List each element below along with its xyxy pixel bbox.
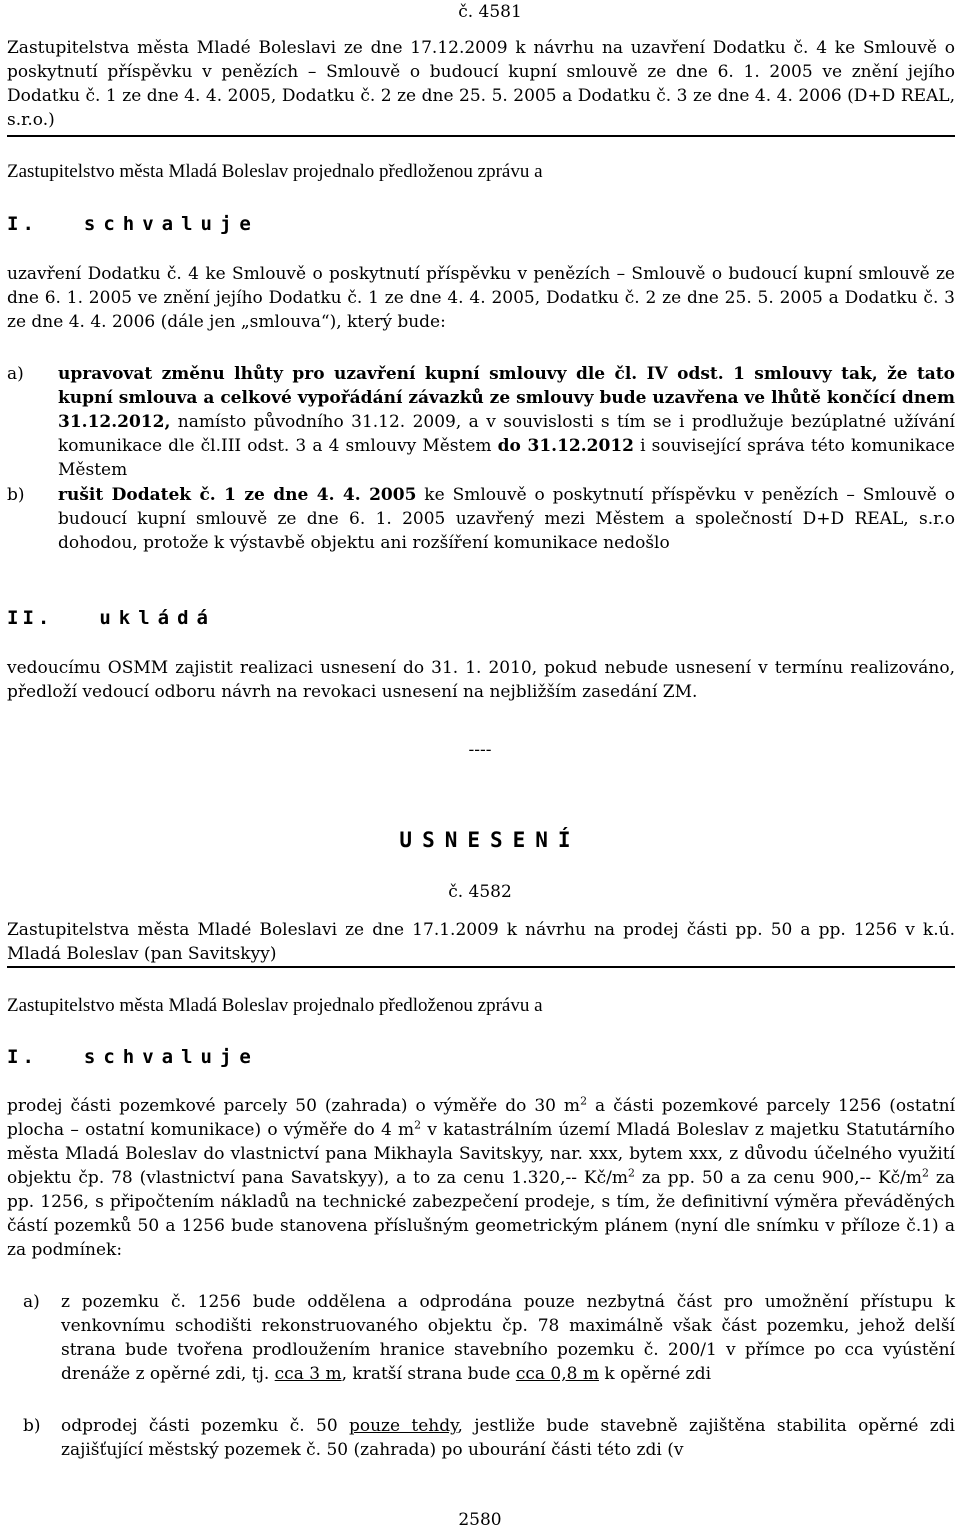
condition-a bbox=[7, 1290, 955, 1386]
section-number: II. bbox=[7, 607, 54, 629]
item-label: b) bbox=[7, 485, 25, 505]
underlined-text: pouze tehdy bbox=[348, 1416, 458, 1436]
sale-body bbox=[7, 1094, 955, 1262]
subject-underline bbox=[7, 135, 955, 137]
section-number: I. bbox=[7, 213, 38, 235]
sale-text-3: v katastrálním území Mladá Boleslav z majetku Statutárního města Mladá Boleslav do vlastnictví pana Mikhayla Savitskyy, nar. xxx, bytem xxx, z důvodu účelného využití objektu čp. 78 (vlastnictví pana Savatskyy), a to za cenu 1.320,-- Kč/m bbox=[7, 1120, 955, 1188]
sale-text-1: prodej části pozemkové parcely 50 (zahrada) o výměře do 30 m bbox=[7, 1096, 581, 1116]
item-label: a) bbox=[23, 1292, 40, 1312]
sale-text-5: za pp. 1256, s připočtením nákladů na technické zabezpečení prodeje, s tím, že definitivní výměra převáděných částí pozemků 50 a 1256 bude stanovena příslušným geometrickým plánem (nyní dle snímku v příloze č.1) a za podmínek: bbox=[7, 1168, 955, 1260]
superscript: 2 bbox=[580, 1094, 588, 1108]
council-intro: Zastupitelstvo města Mladá Boleslav projednalo předloženou zprávu a bbox=[7, 161, 543, 182]
resolution-number: č. 4581 bbox=[458, 2, 522, 22]
item-bold-text: upravovat změnu lhůty pro uzavření kupní smlouvy dle čl. IV odst. 1 smlouvy tak, že tato kupní smlouva a celkové vypořádání závazků ze smlouvy bude uzavřena ve lhůtě končící dnem 31.12.2012, bbox=[58, 364, 955, 432]
condition-b bbox=[7, 483, 955, 555]
sale-text-2: a části pozemkové parcely 1256 (ostatní plocha – ostatní komunikace) o výměře do 4 m bbox=[7, 1096, 956, 1140]
section-heading-approves bbox=[7, 212, 259, 236]
resolution-title: USNESENÍ bbox=[399, 828, 581, 852]
superscript: 2 bbox=[414, 1118, 422, 1132]
underlined-text: cca 0,8 m bbox=[515, 1364, 599, 1384]
condition-a bbox=[7, 362, 955, 482]
item-text: , jestliže bude stavebně zajištěna stabilita opěrné zdi zajišťující městský pozemek č. 50 (zahrada) po ubourání části této zdi (v bbox=[61, 1416, 955, 1460]
resolution-subject: Zastupitelstva města Mladé Boleslavi ze dne 17.12.2009 k návrhu na uzavření Dodatku č. 4 ke Smlouvě o poskytnutí příspěvku v penězích – Smlouvě o budoucí kupní smlouvě ze dne 6. 1. 2005 ve znění jejího Dodatku č. 1 ze dne 4. 4. 2005, Dodatku č. 2 ze dne 25. 5. 2005 a Dodatku č. 3 ze dne 4. 4. 2006 (D+D REAL, s.r.o.) bbox=[7, 38, 955, 130]
underlined-text: cca 3 m bbox=[274, 1364, 342, 1384]
section-heading-tasks bbox=[7, 606, 216, 630]
item-label: b) bbox=[23, 1416, 41, 1436]
section-title: ukládá bbox=[99, 607, 216, 629]
separator: ---- bbox=[468, 740, 492, 760]
section-title: schvaluje bbox=[83, 1046, 259, 1068]
item-text: ke Smlouvě o poskytnutí příspěvku v penězích – Smlouvě o budoucí kupní smlouvě ze dne 6. 1. 2005 uzavřený mezi Městem a společností D+D REAL, s.r.o dohodou, protože k výstavbě objektu ani rozšíření komunikace nedošlo bbox=[58, 485, 955, 553]
item-text: namísto původního 31.12. 2009, a v souvislosti s tím se i prodlužuje bezúplatné užívání komunikace dle čl.III odst. 3 a 4 smlouvy Městem bbox=[58, 412, 955, 456]
superscript: 2 bbox=[627, 1166, 635, 1180]
council-intro: Zastupitelstvo města Mladá Boleslav projednalo předloženou zprávu a bbox=[7, 995, 543, 1016]
item-text-end: i související správa této komunikace Městem bbox=[58, 436, 955, 480]
approval-body: uzavření Dodatku č. 4 ke Smlouvě o poskytnutí příspěvku v penězích – Smlouvě o budoucí kupní smlouvě ze dne 6. 1. 2005 ve znění jejího Dodatku č. 1 ze dne 4. 4. 2005, Dodatku č. 2 ze dne 25. 5. 2005 a Dodatku č. 3 ze dne 4. 4. 2006 (dále jen „smlouva“), který bude: bbox=[7, 264, 955, 332]
condition-b bbox=[7, 1414, 955, 1462]
task-body: vedoucímu OSMM zajistit realizaci usnesení do 31. 1. 2010, pokud nebude usnesení v termínu realizováno, předloží vedoucí odboru návrh na revokaci usnesení na nejbližším zasedání ZM. bbox=[7, 658, 955, 702]
item-label: a) bbox=[7, 364, 24, 384]
resolution-number: č. 4582 bbox=[448, 882, 512, 902]
item-bold-text: rušit Dodatek č. 1 ze dne 4. 4. 2005 bbox=[58, 485, 417, 505]
section-title: schvaluje bbox=[83, 213, 259, 235]
page-number: 2580 bbox=[458, 1510, 502, 1530]
section-heading-approves bbox=[7, 1045, 259, 1069]
resolution-subject: Zastupitelstva města Mladé Boleslavi ze dne 17.1.2009 k návrhu na prodej části pp. 50 a pp. 1256 v k.ú. Mladá Boleslav (pan Savitskyy) bbox=[7, 920, 955, 964]
item-text: odprodej části pozemku č. 50 bbox=[61, 1416, 349, 1436]
sale-text-4: za pp. 50 a za cenu 900,-- Kč/m bbox=[634, 1168, 923, 1188]
item-text: , kratší strana bude bbox=[341, 1364, 516, 1384]
item-text: k opěrné zdi bbox=[598, 1364, 712, 1384]
item-bold-date: do 31.12.2012 bbox=[497, 436, 634, 456]
section-number: I. bbox=[7, 1046, 38, 1068]
superscript: 2 bbox=[922, 1166, 930, 1180]
item-text: z pozemku č. 1256 bude oddělena a odprodána pouze nezbytná část pro umožnění přístupu k venkovnímu schodišti rekonstruovaného objektu čp. 78 maximálně však část pozemku, jehož delší strana bude tvořena prodloužením hranice stavebního pozemku č. 200/1 v přímce po cca vyústění drenáže z opěrné zdi, tj. bbox=[61, 1292, 955, 1384]
subject-underline bbox=[7, 966, 955, 968]
